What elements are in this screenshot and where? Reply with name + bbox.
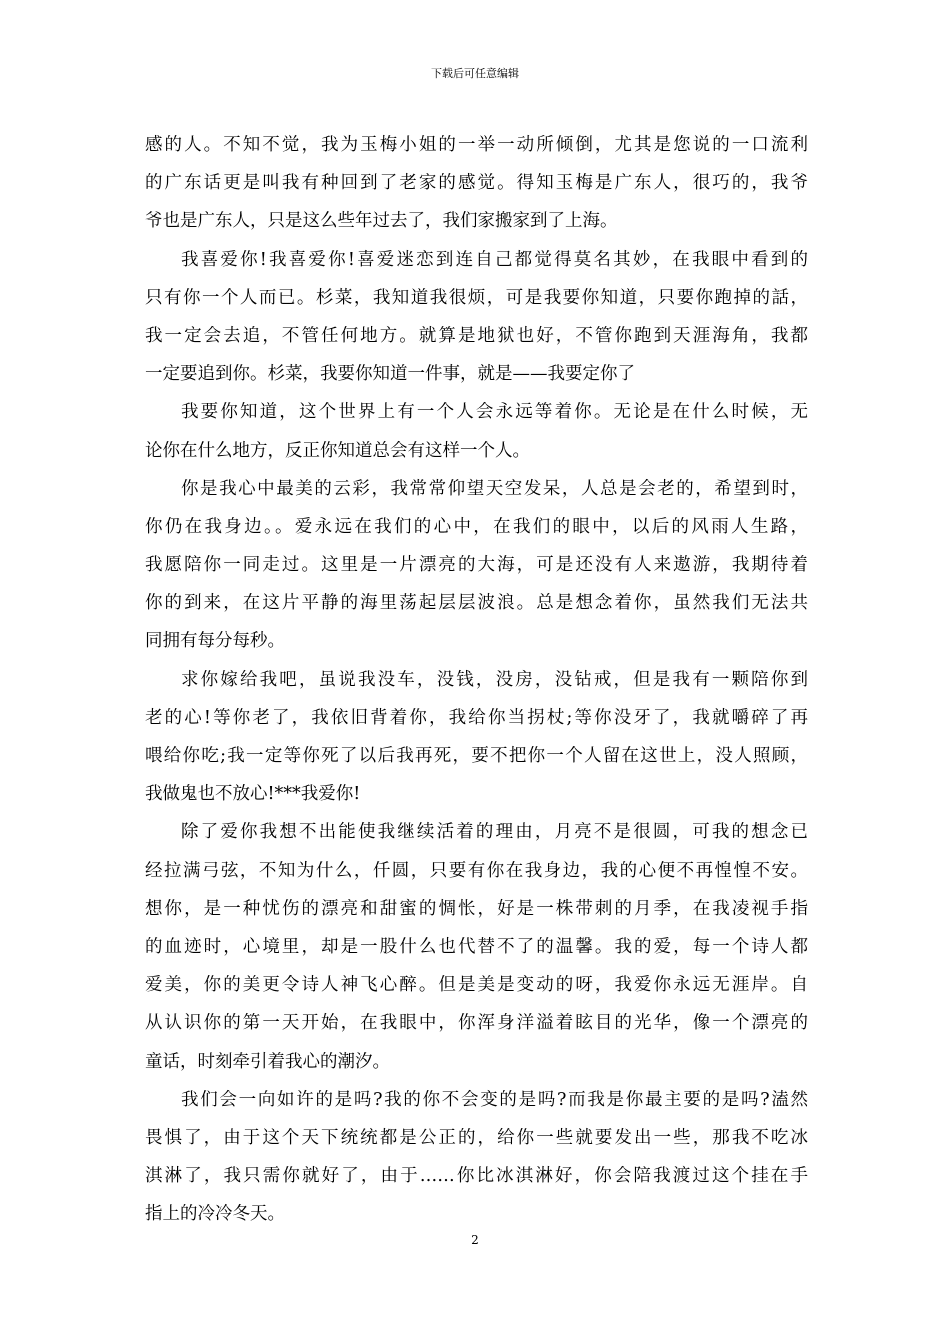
text-line: 论你在什么地方，反正你知道总会有这样一个人。 [145,440,530,461]
paragraph [145,813,808,1080]
text-line: 同拥有每分每秒。 [145,631,285,652]
text-line: 感的人。不知不觉，我为玉梅小姐的一举一动所倾倒，尤其是您说的一口流利 [145,135,808,155]
text-line: 老的心!等你老了，我依旧背着你，我给你当拐杖;等你没牙了，我就嚼碎了再 [145,707,808,728]
text-line: 的广东话更是叫我有种回到了老家的感觉。得知玉梅是广东人，很巧的，我爷 [145,173,808,194]
paragraph [145,1081,808,1234]
text-line: 童话，时刻牵引着我心的潮汐。 [145,1051,390,1072]
text-line: 经拉满弓弦，不知为什么，仟圆，只要有你在我身边，我的心便不再惶惶不安。 [145,860,808,881]
page-number: 2 [471,1233,479,1247]
paragraph [145,470,808,661]
text-line: 除了爱你我想不出能使我继续活着的理由，月亮不是很圆，可我的想念已 [181,822,808,843]
page-header-note: 下载后可任意编辑 [431,67,519,80]
text-line: 淇淋了，我只需你就好了，由于……你比冰淇淋好，你会陪我渡过这个挂在手 [145,1166,808,1187]
text-line: 你的到来，在这片平静的海里荡起层层波浪。总是想念着你，虽然我们无法共 [145,593,808,614]
paragraph [145,393,808,469]
text-line: 喂给你吃;我一定等你死了以后我再死，要不把你一个人留在这世上，没人照顾， [145,746,808,766]
paragraph [145,661,808,814]
text-line: 我要你知道，这个世界上有一个人会永远等着你。无论是在什么时候，无 [181,402,808,423]
text-line: 你仍在我身边。。爱永远在我们的心中，在我们的眼中，以后的风雨人生路， [145,516,808,537]
text-line: 我做鬼也不放心!***我爱你! [145,784,361,805]
text-line: 畏惧了，由于这个天下统统都是公正的，给你一些就要发出一些，那我不吃冰 [145,1127,808,1148]
document-body [145,126,808,1233]
text-line: 的血迹时，心境里，却是一股什么也代替不了的温馨。我的爱，每一个诗人都 [145,936,808,957]
text-line: 从认识你的第一天开始，在我眼中，你浑身洋溢着眩目的光华，像一个漂亮的 [145,1013,808,1034]
text-line: 想你，是一种忧伤的漂亮和甜蜜的惆怅，好是一株带刺的月季，在我凌视手指 [145,898,808,919]
paragraph [145,126,808,241]
text-line: 爱美，你的美更令诗人神飞心醉。但是美是变动的呀，我爱你永远无涯岸。自 [145,975,808,996]
paragraph [145,241,808,394]
text-line: 你是我心中最美的云彩，我常常仰望天空发呆，人总是会老的，希望到时， [181,478,808,499]
text-line: 我愿陪你一同走过。这里是一片漂亮的大海，可是还没有人来遨游，我期待着 [145,555,808,576]
text-line: 爷也是广东人，只是这么些年过去了，我们家搬家到了上海。 [145,211,618,232]
text-line: 我喜爱你!我喜爱你!喜爱迷恋到连自己都觉得莫名其妙，在我眼中看到的 [181,249,808,270]
text-line: 求你嫁给我吧，虽说我没车，没钱，没房，没钻戒，但是我有一颗陪你到 [181,669,808,690]
text-line: 一定要追到你。杉菜，我要你知道一件事，就是——我要定你了 [145,364,635,385]
text-line: 只有你一个人而已。杉菜，我知道我很烦，可是我要你知道，只要你跑掉的話， [145,287,808,308]
text-line: 我们会一向如许的是吗?我的你不会变的是吗?而我是你最主要的是吗?溘然 [181,1089,808,1110]
text-line: 我一定会去追，不管任何地方。就算是地狱也好，不管你跑到天涯海角，我都 [145,325,808,346]
text-line: 指上的冷冷冬天。 [145,1204,285,1225]
